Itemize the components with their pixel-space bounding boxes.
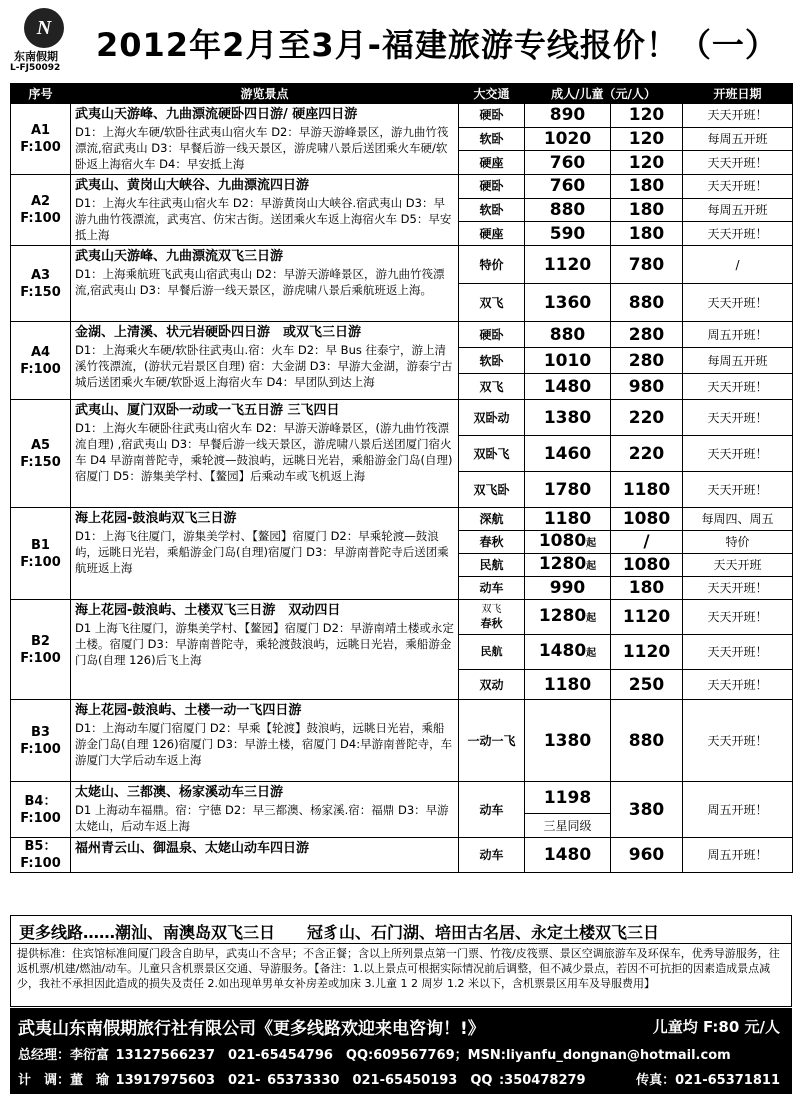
transport-type [459, 322, 525, 348]
route-fare: F:100 [20, 741, 61, 757]
adult-price [525, 104, 611, 128]
route-id: A1 [30, 123, 51, 138]
route-itinerary: D1：上海火车硬卧往武夷山宿火车 D2：早游天游峰景区，(游九曲竹筏漂流自理) ,宿武夷山 D3：早餐后游一线天景区，游虎啸八景后送团厦门宿火车 D4 早游南普陀寺，乘轮渡—鼓浪屿，远眺日光岩，乘船游金门岛(自理)宿厦门 D5：游集美学村、【鳌园】后乘动车或飞机返上海 [75, 421, 453, 483]
route-code [11, 400, 71, 508]
table-header-row [11, 84, 793, 104]
child-price [611, 436, 683, 472]
fax-contact: 传真：021-65371811 [636, 1073, 780, 1088]
route-fare: F:100 [20, 361, 61, 377]
route-itinerary: D1：上海乘航班飞武夷山宿武夷山 D2：早游天游峰景区，游九曲竹筏漂流,宿武夷山 D3：早餐后游一线天景区，游虎啸八景后乘航班返上海。 [75, 267, 445, 297]
departure-schedule-value: 每周五开班 [707, 353, 768, 368]
transport-type [459, 700, 525, 782]
transport-type-value: 双飞卧 [473, 482, 510, 497]
transport-type [459, 600, 525, 635]
departure-schedule-value: 天天开班！ [707, 410, 768, 425]
departure-schedule [683, 222, 793, 246]
adult-price [525, 151, 611, 175]
child-price [611, 472, 683, 508]
adult-price [525, 531, 611, 554]
adult-price [525, 838, 611, 873]
route-name: 太姥山、三都澳、杨家溪动车三日游 [75, 785, 284, 800]
price-row [11, 400, 793, 436]
adult-price [525, 472, 611, 508]
departure-schedule-value: 天天开班！ [707, 179, 768, 194]
child-price-value: 1080 [622, 509, 671, 529]
route-code [11, 600, 71, 700]
departure-schedule [683, 104, 793, 128]
child-price-value: 220 [628, 443, 665, 464]
child-price-value: 120 [628, 105, 665, 126]
child-price [611, 600, 683, 635]
child-price-value: 120 [628, 152, 665, 173]
transport-type-value: 动车 [479, 581, 504, 595]
adult-price [525, 600, 611, 635]
more-routes: 更多线路……潮汕、南澳岛双飞三日 冠豸山、石门湖、培田古名居、永定土楼双飞三日 [10, 915, 792, 943]
transport-type-value: 春秋 [479, 535, 504, 549]
departure-schedule [683, 635, 793, 670]
transport-type [459, 436, 525, 472]
departure-schedule [683, 508, 793, 531]
departure-schedule [683, 600, 793, 635]
route-name: 海上花园-鼓浪屿、土楼一动一飞四日游 [75, 703, 302, 718]
child-price [611, 838, 683, 873]
price-table [10, 83, 793, 873]
transport-type-value: 双动 [479, 677, 504, 692]
route-description [71, 322, 459, 400]
transport-type [459, 222, 525, 246]
adult-price [525, 436, 611, 472]
price-row [11, 322, 793, 348]
adult-price-value: 880 [549, 199, 586, 220]
departure-schedule-value: 天天开班！ [707, 446, 768, 461]
departure-schedule [683, 374, 793, 400]
departure-schedule-value: 天天开班！ [707, 155, 768, 170]
route-name: 福州青云山、御温泉、太姥山动车四日游 [75, 841, 310, 856]
departure-schedule-value: 天天开班！ [707, 295, 768, 310]
logo-name: 东南假期 [14, 50, 58, 63]
route-fare: F:150 [20, 454, 61, 470]
service-notes: 提供标准：住宾馆标准间厦门段含自助早，武夷山不含早；不含正餐；含以上所列景点第一门票、竹筏/皮筏票、景区空调旅游车及环保车，优秀导游服务，往返机票/机建/燃油/动车。儿童只含机票景区交通、导游服务。【备注：1.以上景点可根据实际情况前后调整，但不减少景点，若因不可抗拒的因素造成景点减少，我社不承担因此造成的损失及责任 2.如出现单男单女补房差或加床 3.儿童 1 2 周岁 1.2 米以下，含机票景区用车及导服费用】 [10, 943, 792, 1007]
adult-price-value: 1480 [543, 845, 592, 865]
route-code [11, 700, 71, 782]
departure-schedule-value: 天天开班！ [707, 108, 768, 123]
child-price [611, 700, 683, 782]
departure-schedule-value: 天天开班！ [707, 677, 768, 692]
route-itinerary: D1：上海乘火车硬/软卧往武夷山.宿：火车 D2：早 Bus 往泰宁，游上清溪竹筏漂流，(游状元岩景区自理) 宿：大金湖 D3：早游大金湖，游泰宁古城后送团乘火车硬/软卧返上海宿火车 D4：早团队到达上海 [75, 343, 453, 389]
route-code [11, 175, 71, 246]
price-row [11, 838, 793, 873]
child-price [611, 635, 683, 670]
departure-schedule-value: 每周四、周五 [701, 512, 774, 526]
logo-mark: N [24, 8, 64, 48]
child-price [611, 531, 683, 554]
transport-type-value: 软卧 [479, 353, 504, 368]
child-price-value: 180 [628, 578, 665, 598]
transport-type [459, 782, 525, 838]
child-price [611, 175, 683, 199]
adult-price-value: 1198 [543, 787, 592, 808]
price-row [11, 175, 793, 199]
departure-schedule [683, 198, 793, 222]
route-name: 武夷山天游峰、九曲漂流双飞三日游 [75, 249, 284, 264]
route-id: A4 [30, 344, 51, 360]
license-code: L-FJ50092 [10, 63, 61, 73]
route-fare: F:100 [20, 856, 61, 871]
adult-price-value: 1380 [543, 730, 592, 751]
route-description [71, 508, 459, 600]
footer [10, 1008, 792, 1094]
col-header-id: 序号 [11, 84, 71, 104]
route-id: B1 [31, 537, 50, 553]
col-header-route: 游览景点 [71, 84, 459, 104]
transport-type-value: 双卧动 [473, 410, 510, 425]
adult-price-value: 1360 [543, 292, 592, 313]
price-from-suffix: 起 [586, 612, 597, 624]
departure-schedule [683, 577, 793, 600]
adult-price-value: 1120 [543, 254, 592, 275]
adult-price [525, 127, 611, 151]
hotel-standard: 三星同级 [525, 814, 611, 838]
route-id: B4： [24, 793, 57, 809]
child-price-value: 980 [628, 376, 665, 397]
departure-schedule-value: 天天开班！ [707, 610, 768, 624]
adult-price-value: 1020 [543, 128, 592, 149]
departure-schedule-value: 天天开班！ [707, 226, 768, 241]
adult-price-value: 1480 [543, 376, 592, 397]
transport-type [459, 400, 525, 436]
departure-schedule [683, 284, 793, 322]
transport-type [459, 554, 525, 577]
price-row [11, 700, 793, 782]
route-name: 武夷山天游峰、九曲漂流硬卧四日游/ 硬座四日游 [75, 107, 358, 122]
adult-price [525, 577, 611, 600]
child-price-value: 180 [628, 199, 665, 220]
adult-price [525, 348, 611, 374]
route-code [11, 246, 71, 322]
transport-type [459, 127, 525, 151]
route-code [11, 508, 71, 600]
adult-price-value: 1480 [538, 640, 587, 661]
adult-price [525, 400, 611, 436]
route-name: 海上花园-鼓浪屿双飞三日游 [75, 511, 237, 526]
price-row [11, 600, 793, 635]
child-price-value: 380 [628, 799, 665, 820]
price-from-suffix: 起 [586, 560, 597, 572]
route-name: 海上花园-鼓浪屿、土楼双飞三日游 双动四日 [75, 603, 341, 618]
route-description [71, 782, 459, 838]
departure-schedule-value: 周五开班！ [707, 327, 768, 342]
departure-schedule [683, 838, 793, 873]
child-price-value: 1080 [622, 555, 671, 575]
logo [18, 8, 68, 48]
departure-schedule [683, 436, 793, 472]
departure-schedule [683, 175, 793, 199]
route-id: A5 [30, 437, 51, 453]
route-fare: F:100 [20, 554, 61, 570]
route-itinerary: D1：上海火车硬/软卧往武夷山宿火车 D2：早游天游峰景区，游九曲竹筏漂流,宿武夷山 D3：早餐后游一线天景区，游虎啸八景后送团乘火车硬/软卧返上海宿火车 D4：早安抵上海 [75, 125, 449, 171]
child-price [611, 554, 683, 577]
transport-type [459, 670, 525, 700]
child-price [611, 374, 683, 400]
departure-schedule [683, 700, 793, 782]
adult-price-value: 590 [549, 223, 586, 244]
departure-schedule-value: 天天开班！ [707, 733, 768, 748]
route-description [71, 175, 459, 246]
route-itinerary: D1：上海飞往厦门，游集美学村、【鳌园】宿厦门 D2：早乘轮渡—鼓浪屿，远眺日光岩，乘船游金门岛(自理)宿厦门 D3：早游南普陀寺后送团乘航班返上海 [75, 529, 449, 575]
departure-schedule-value: 天天开班！ [707, 581, 768, 595]
route-code [11, 838, 71, 873]
child-price [611, 782, 683, 838]
transport-type [459, 577, 525, 600]
departure-schedule [683, 127, 793, 151]
departure-schedule [683, 531, 793, 554]
transport-type [459, 246, 525, 284]
adult-price [525, 508, 611, 531]
departure-schedule [683, 322, 793, 348]
double-flight-group: 双飞 [481, 604, 502, 615]
transport-type [459, 838, 525, 873]
child-price [611, 246, 683, 284]
adult-price [525, 700, 611, 782]
departure-schedule-value: 天天开班！ [707, 645, 768, 659]
transport-type [459, 472, 525, 508]
route-name: 金湖、上清溪、状元岩硬卧四日游 或双飞三日游 [75, 325, 362, 340]
child-price-value: 180 [628, 176, 665, 197]
adult-price [525, 782, 611, 814]
child-price [611, 284, 683, 322]
route-description [71, 700, 459, 782]
route-name: 武夷山、黄岗山大峡谷、九曲漂流四日游 [75, 178, 310, 193]
route-description [71, 246, 459, 322]
transport-type [459, 198, 525, 222]
child-price-value: 180 [628, 223, 665, 244]
departure-schedule [683, 151, 793, 175]
child-price [611, 577, 683, 600]
adult-price-value: 1460 [543, 443, 592, 464]
route-id: A3 [30, 267, 51, 283]
departure-schedule-value: 每周五开班 [707, 202, 768, 217]
route-fare: F:100 [20, 810, 61, 826]
child-price-value: 1180 [622, 479, 671, 500]
child-price-value: / [643, 532, 650, 552]
transport-type-value: 一动一飞 [467, 733, 516, 748]
child-price-value: 280 [628, 324, 665, 345]
child-fare: 儿童均 F:80 元/人 [652, 1018, 780, 1036]
transport-type [459, 348, 525, 374]
route-itinerary: D1：上海火车往武夷山宿火车 D2：早游黄岗山大峡谷.宿武夷山 D3：早游九曲竹筏漂流，武夷宫、仿宋古街。送团乘火车返上海宿火车 D5：早安抵上海 [75, 196, 452, 242]
child-price-value: 1120 [622, 607, 671, 627]
col-header-price: 成人/儿童（元/人） [525, 84, 683, 104]
planner-contact: 计 调：董 瑜 13917975603 021- 65373330 021-65450193 QQ :350478279 [18, 1073, 586, 1088]
adult-price [525, 175, 611, 199]
transport-type-value: 特价 [479, 257, 504, 272]
child-price [611, 127, 683, 151]
departure-schedule-value: 周五开班！ [707, 802, 768, 817]
transport-type-value: 软卧 [479, 202, 504, 217]
transport-type [459, 374, 525, 400]
departure-schedule-value: 每周五开班 [707, 131, 768, 146]
transport-type-value: 硬卧 [479, 108, 504, 123]
transport-type-value: 动车 [479, 848, 504, 862]
child-price-value: 280 [628, 350, 665, 371]
transport-type-value: 民航 [480, 645, 503, 658]
adult-price [525, 322, 611, 348]
route-itinerary: D1：上海动车厦门宿厦门 D2：早乘【轮渡】鼓浪屿，远眺日光岩，乘船游金门岛(自理 126)宿厦门 D3：早游土楼，宿厦门 D4:早游南普陀寺，车游厦门大学后动车返上海 [75, 721, 453, 767]
departure-schedule-value: 特价 [725, 535, 750, 549]
child-price [611, 151, 683, 175]
transport-type [459, 284, 525, 322]
route-description [71, 600, 459, 700]
price-row [11, 508, 793, 531]
adult-price-value: 880 [549, 324, 586, 345]
child-price-value: 250 [628, 674, 665, 695]
route-description [71, 104, 459, 175]
departure-schedule [683, 554, 793, 577]
col-header-transport: 大交通 [459, 84, 525, 104]
manager-contact: 总经理：李衍富 13127566237 021-65454796 QQ:609567769；MSN:liyanfu_dongnan@hotmail.com [18, 1048, 731, 1063]
transport-type-value: 春秋 [480, 617, 503, 630]
child-price [611, 222, 683, 246]
departure-schedule-value: 天天开班！ [707, 482, 768, 497]
adult-price [525, 198, 611, 222]
transport-type [459, 635, 525, 670]
route-id: B5： [24, 839, 57, 854]
route-id: B2 [31, 633, 50, 649]
transport-type [459, 531, 525, 554]
route-fare: F:150 [20, 284, 61, 300]
adult-price-value: 1280 [538, 553, 587, 574]
transport-type-value: 双卧飞 [473, 446, 510, 461]
route-description [71, 400, 459, 508]
child-price [611, 400, 683, 436]
adult-price-value: 760 [549, 152, 586, 173]
departure-schedule [683, 472, 793, 508]
adult-price-value: 1180 [543, 674, 592, 695]
route-description [71, 838, 459, 873]
adult-price-value: 1380 [543, 407, 592, 428]
transport-type-value: 硬卧 [479, 179, 504, 194]
transport-type-value: 深航 [479, 512, 504, 526]
adult-price-value: 1280 [538, 605, 587, 626]
route-fare: F:100 [20, 650, 61, 666]
price-from-suffix: 起 [586, 647, 597, 659]
departure-schedule-value: / [735, 257, 740, 272]
page-header [0, 0, 800, 82]
adult-price [525, 635, 611, 670]
route-code [11, 104, 71, 175]
price-from-suffix: 起 [586, 537, 597, 549]
child-price-value: 880 [628, 730, 665, 751]
child-price [611, 670, 683, 700]
route-id: B3 [31, 724, 50, 740]
departure-schedule-value: 天天开班 [713, 558, 762, 572]
col-header-dates: 开班日期 [683, 84, 793, 104]
transport-type-value: 民航 [479, 558, 504, 572]
price-row [11, 782, 793, 814]
child-price-value: 120 [628, 128, 665, 149]
route-name: 武夷山、厦门双卧一动或一飞五日游 三飞四日 [75, 403, 340, 418]
adult-price-value: 1780 [543, 479, 592, 500]
departure-schedule [683, 400, 793, 436]
transport-type-value: 动车 [479, 802, 504, 817]
adult-price-value: 760 [549, 176, 586, 197]
price-row [11, 246, 793, 284]
transport-type-value: 硬座 [479, 155, 504, 170]
departure-schedule [683, 670, 793, 700]
child-price-value: 880 [628, 292, 665, 313]
transport-type [459, 175, 525, 199]
transport-type [459, 104, 525, 128]
transport-type-value: 硬卧 [479, 327, 504, 342]
transport-type-value: 硬座 [479, 226, 504, 241]
transport-type-value: 双飞 [479, 295, 504, 310]
route-fare: F:100 [20, 211, 61, 226]
adult-price-value: 890 [549, 105, 586, 126]
transport-type [459, 151, 525, 175]
adult-price [525, 554, 611, 577]
company-name: 武夷山东南假期旅行社有限公司《更多线路欢迎来电咨询！!》 [18, 1019, 485, 1039]
route-fare: F:100 [20, 140, 61, 155]
adult-price-value: 1180 [543, 509, 592, 529]
adult-price [525, 670, 611, 700]
child-price-value: 960 [628, 845, 665, 865]
adult-price-value: 1080 [538, 530, 587, 551]
departure-schedule [683, 246, 793, 284]
child-price [611, 508, 683, 531]
adult-price-value: 990 [549, 578, 586, 598]
child-price-value: 780 [628, 254, 665, 275]
page-title: 2012年2月至3月-福建旅游专线报价！（一） [96, 26, 778, 64]
child-price [611, 198, 683, 222]
departure-schedule-value: 周五开班！ [707, 848, 768, 862]
adult-price-value: 1010 [543, 350, 592, 371]
child-price-value: 1120 [622, 642, 671, 662]
child-price-value: 220 [628, 407, 665, 428]
adult-price [525, 222, 611, 246]
adult-price [525, 374, 611, 400]
departure-schedule [683, 782, 793, 838]
transport-type [459, 508, 525, 531]
route-id: A2 [30, 194, 51, 209]
child-price [611, 348, 683, 374]
adult-price [525, 246, 611, 284]
route-itinerary: D1 上海动车福鼎。宿：宁德 D2：早三都澳、杨家溪.宿：福鼎 D3：早游太姥山，后动车返上海 [75, 803, 449, 833]
departure-schedule-value: 天天开班！ [707, 379, 768, 394]
adult-price [525, 284, 611, 322]
transport-type-value: 软卧 [479, 131, 504, 146]
child-price [611, 104, 683, 128]
route-itinerary: D1 上海飞往厦门，游集美学村、【鳌园】宿厦门 D2：早游南靖土楼或永定土楼。宿厦门 D3：早游南普陀寺，乘轮渡鼓浪屿，远眺日光岩，乘船游金门岛(自理 126)后飞上海 [75, 621, 454, 667]
route-code [11, 782, 71, 838]
price-row [11, 104, 793, 128]
transport-type-value: 双飞 [479, 379, 504, 394]
departure-schedule [683, 348, 793, 374]
child-price [611, 322, 683, 348]
route-code [11, 322, 71, 400]
